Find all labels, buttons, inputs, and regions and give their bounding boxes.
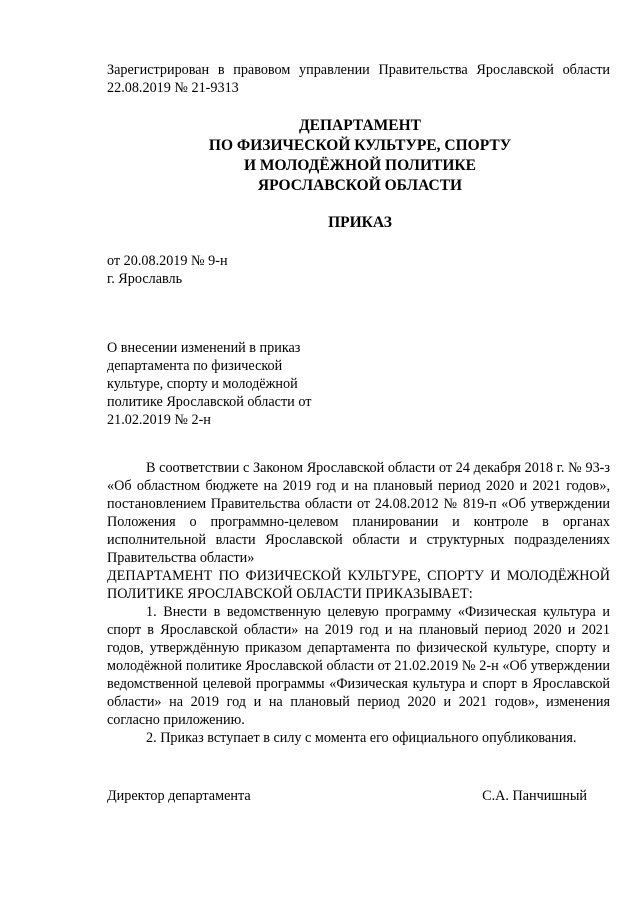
department-header: [100, 116, 620, 196]
subject-line: 21.02.2019 № 2-н: [107, 412, 211, 428]
orders-paragraph: ДЕПАРТАМЕНТ ПО ФИЗИЧЕСКОЙ КУЛЬТУРЕ, СПОРТУ И МОЛОДЁЖНОЙ ПОЛИТИКЕ ЯРОСЛАВСКОЙ ОБЛАСТИ ПРИКАЗЫВАЕТ:: [107, 568, 610, 602]
subject-line: политике Ярославской области от: [107, 394, 312, 410]
order-date-number: от 20.08.2019 № 9-н: [107, 253, 228, 269]
subject-line: департамента по физической: [107, 358, 283, 374]
header-line: ДЕПАРТАМЕНТ: [298, 117, 422, 134]
header-line: ЯРОСЛАВСКОЙ ОБЛАСТИ: [257, 177, 463, 194]
subject-line: О внесении изменений в приказ: [107, 340, 301, 356]
order-subject: [107, 339, 337, 429]
signatory-position: Директор департамента: [107, 788, 251, 804]
item-1-paragraph: 1. Внести в ведомственную целевую программу «Физическая культура и спорт в Ярославской области» на 2019 год и на плановый период 2020 и 2021 годов, утверждённую приказом департамента по физической культуре, спорту и молодёжной политике Ярославской области от 21.02.2019 № 2-н «Об утверждении ведомственной целевой программы «Физическая культура и спорт в Ярославской области» на 2019 год и на плановый период 2020 и 2021 годов», изменения согласно приложению.: [107, 604, 610, 728]
registration-note: Зарегистрирован в правовом управлении Правительства Ярославской области 22.08.2019 № 21-9313: [107, 62, 610, 96]
order-title: ПРИКАЗ: [328, 214, 392, 231]
order-body: [107, 459, 610, 747]
order-meta: [107, 252, 228, 288]
header-line: ПО ФИЗИЧЕСКОЙ КУЛЬТУРЕ, СПОРТУ: [208, 137, 512, 154]
signature-block: [107, 787, 587, 805]
header-line: И МОЛОДЁЖНОЙ ПОЛИТИКЕ: [244, 157, 476, 174]
preamble-paragraph: В соответствии с Законом Ярославской области от 24 декабря 2018 г. № 93-з «Об областном бюджете на 2019 год и на плановый период 2020 и 2021 годов», постановлением Правительства области от 24.08.2012 № 819-п «Об утверждении Положения о программно-целевом планировании и контроле в органах исполнительной власти Ярославской области и структурных подразделениях Правительства области»: [107, 460, 610, 566]
order-city: г. Ярославль: [107, 271, 183, 287]
subject-line: культуре, спорту и молодёжной: [107, 376, 298, 392]
item-2-paragraph: 2. Приказ вступает в силу с момента его официального опубликования.: [146, 730, 577, 746]
signatory-name: С.А. Панчишный: [482, 788, 587, 804]
